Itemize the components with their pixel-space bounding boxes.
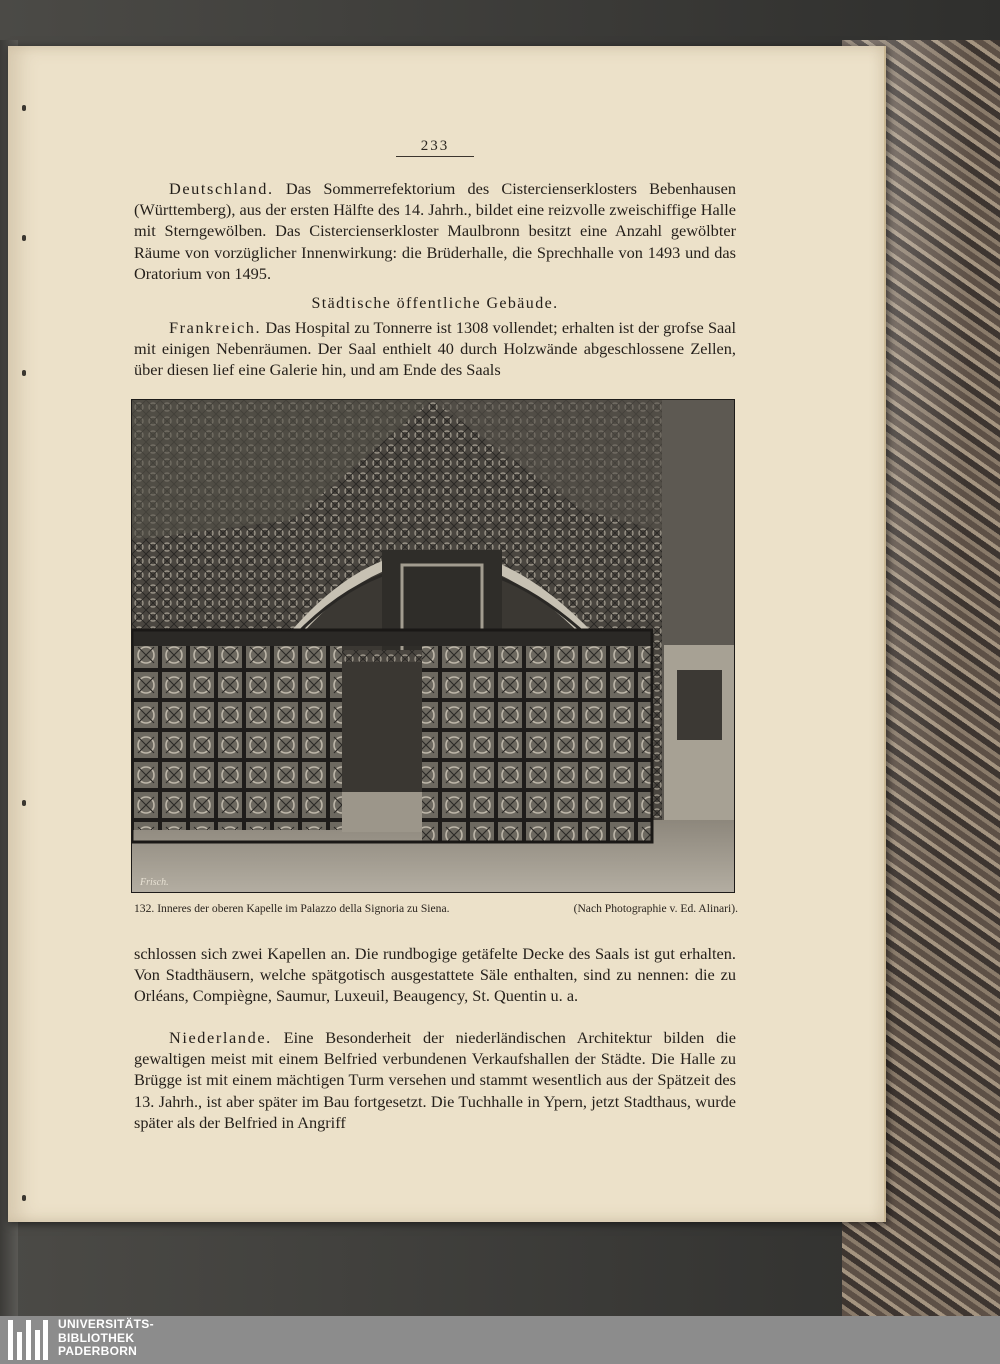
figure-credit: (Nach Photographie v. Ed. Alinari). xyxy=(573,902,738,915)
page-number: 233 xyxy=(420,138,450,154)
page-number-rule xyxy=(396,156,474,157)
text-continuation: schlossen sich zwei Kapellen an. Die rundbogige getäfelte Decke des Saals ist gut erhalten. Von Stadthäusern, welche spätgotisch ausgestattete Säle enthalten, sind zu nennen: die zu Orléans, Compiègne, Saumur, Luxeuil, Beaugency, St. Quentin u. a. xyxy=(134,944,736,1006)
library-logo-icon xyxy=(8,1320,48,1360)
library-name-line-2: BIBLIOTHEK xyxy=(58,1330,135,1345)
text-germany: Das Sommerrefektorium des Cistercienserklosters Bebenhausen (Württemberg), aus der ersten Hälfte des 14. Jahrh., bildet eine reizvolle zweischiffige Halle mit Sterngewölben. Das Cistercienserkloster Maulbronn besitzt eine Anzahl gewölbter Räume von vorzüglicher Innenwirkung: die Brüderhalle, die Sprechhalle von 1493 und das Oratorium von 1495. xyxy=(134,179,736,283)
text-france: Das Hospital zu Tonnerre ist 1308 vollendet; erhalten ist der grofse Saal mit einigen Nebenräumen. Der Saal enthielt 40 durch Holzwände abgeschlossene Zellen, über diesen lief eine Galerie hin, und am Ende des Saals xyxy=(134,318,736,380)
lead-france: Frankreich. xyxy=(169,318,262,337)
section-heading: Städtische öffentliche Gebäude. xyxy=(311,295,559,312)
paragraph-france xyxy=(134,317,736,381)
library-name-line-1: UNIVERSITÄTS- xyxy=(58,1317,154,1331)
chapel-interior-image xyxy=(132,400,734,892)
text-netherlands: Eine Besonderheit der niederländischen Architektur bilden die gewaltigen meist mit einem Belfried verbundenen Verkaufshallen der Städte. Die Halle zu Brügge ist mit einem mächtigen Turm versehen und stammt wesentlich aus der Spätzeit des 13. Jahrh., ist aber später im Bau fortgesetzt. Die Tuchhalle in Ypern, jetzt Stadthaus, wurde später als der Belfried in Angriff xyxy=(134,1028,736,1132)
paragraph-netherlands xyxy=(134,1027,736,1133)
figure-photograph xyxy=(131,399,735,893)
lead-netherlands: Niederlande. xyxy=(169,1028,272,1047)
paragraph-germany xyxy=(134,178,736,284)
paragraph-continuation xyxy=(134,943,736,1007)
lead-germany: Deutschland. xyxy=(169,179,274,198)
artist-signature: Frisch. xyxy=(140,877,169,888)
library-name-line-3: PADERBORN xyxy=(58,1344,138,1358)
library-name xyxy=(58,1318,154,1359)
figure-caption: 132. Inneres der oberen Kapelle im Palazzo della Signoria zu Siena. xyxy=(134,902,450,915)
figure-caption-line xyxy=(134,902,738,915)
